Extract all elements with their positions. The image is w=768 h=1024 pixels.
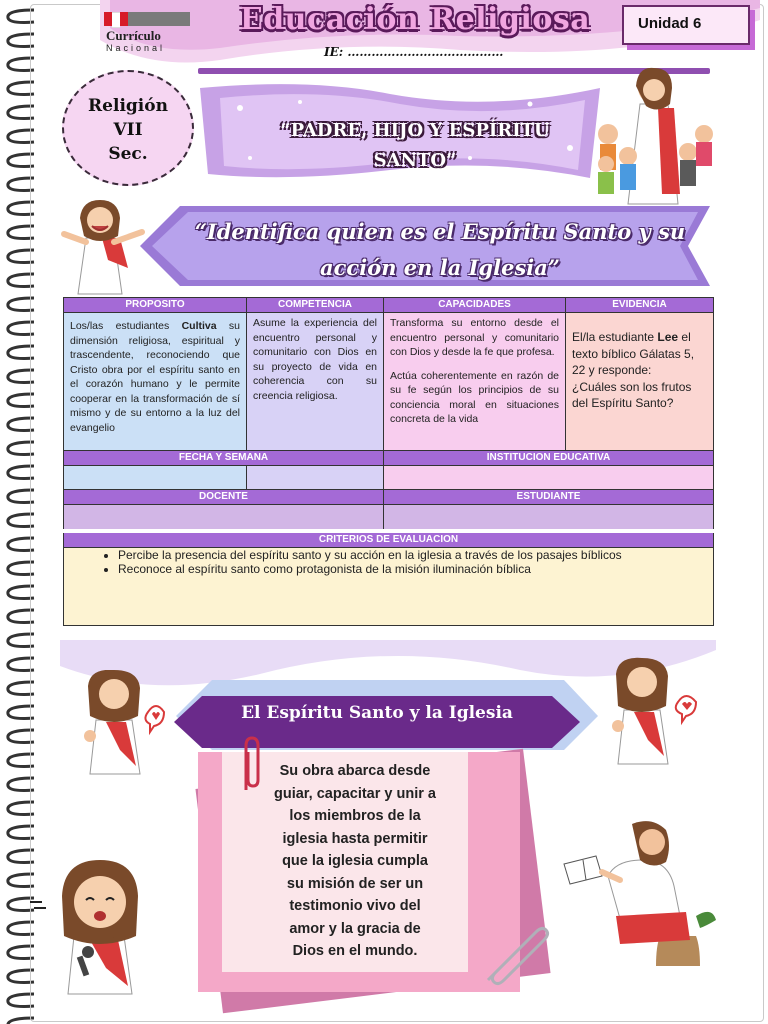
cell-capacidades xyxy=(384,313,566,451)
institucion-field[interactable] xyxy=(384,466,714,490)
note-text: Su obra abarca desde guiar, capacitar y unir a los miembros de la iglesia hasta permitir que la iglesia cumpla su misión de ser un testimonio vivo del amor y la gracia de Dios en el mundo. xyxy=(274,763,436,959)
capacidad-1: Transforma su entorno desde el encuentro personal y comunitario con Dios y desde la fe que profesa. xyxy=(390,317,559,358)
jesus-with-children-illustration xyxy=(588,64,718,208)
header-capacidades: CAPACIDADES xyxy=(384,298,566,313)
section-title: El Espíritu Santo y la Iglesia xyxy=(241,703,513,723)
header-criterios: CRITERIOS DE EVALUACION xyxy=(64,531,714,548)
docente-field[interactable] xyxy=(64,505,384,531)
jesus-thumbs-up-illustration xyxy=(76,670,168,776)
evidencia-text-b: el texto bíblico Gálatas 5, 22 y responde: xyxy=(572,330,695,377)
logo-title: Currículo xyxy=(106,28,161,43)
course-subject: Religión xyxy=(88,96,168,116)
session-title: “Identifica quien es el Espíritu Santo y su acción en la Iglesia” xyxy=(194,219,686,280)
theme-title: “PADRE, HIJO Y ESPÍRITU SANTO” xyxy=(280,120,550,171)
cell-competencia xyxy=(247,313,384,451)
unit-badge xyxy=(622,5,750,45)
capacidad-2: Actúa coherentemente en razón de su fe según los principios de su conciencia moral en situaciones concreta de la vida xyxy=(390,369,559,425)
heart-speech-icon xyxy=(145,706,164,732)
cell-proposito xyxy=(64,313,247,451)
proposito-text-b: su dimensión religiosa, espiritual y trascendente, reconociendo que Cristo obra por el espíritu santo en el corazón humano y le permite cooperar en la transformación de sí mismo y de su entorno a la luz del evangelio xyxy=(70,320,241,434)
competencia-text: Asume la experiencia del encuentro personal y comunitario con Dios en su proyecto de vida en coherencia con su creencia religiosa. xyxy=(253,317,377,402)
criterio-item: • Reconoce al espíritu santo como protagonista de la misión iluminación bíblica xyxy=(118,562,713,576)
header-institucion: INSTITUCION EDUCATIVA xyxy=(384,451,714,466)
criterio-item: • Percibe la presencia del espíritu santo y su acción en la iglesia a través de los pasajes bíblicos xyxy=(118,548,713,562)
course-cycle: VII xyxy=(113,120,143,140)
estudiante-field[interactable] xyxy=(384,505,714,531)
logo-subtitle: Nacional xyxy=(106,43,166,53)
proposito-text-a: Los/las estudiantes xyxy=(70,320,182,332)
semana-field[interactable] xyxy=(247,466,384,490)
curriculo-nacional-logo xyxy=(100,10,196,56)
planning-table xyxy=(63,297,714,626)
jesus-reading-bible-illustration xyxy=(556,816,724,982)
header-docente: DOCENTE xyxy=(64,490,384,505)
paper-clip-icon xyxy=(236,734,266,794)
proposito-verb: Cultiva xyxy=(181,320,217,332)
heart-speech-icon xyxy=(676,696,696,722)
header-estudiante: ESTUDIANTE xyxy=(384,490,714,505)
criterios-cell xyxy=(64,547,714,625)
evidencia-question: ¿Cuáles son los frutos del Espíritu Santo? xyxy=(572,379,692,410)
paper-clip-icon xyxy=(480,918,550,988)
cell-evidencia xyxy=(566,313,714,451)
criterios-list xyxy=(64,548,713,576)
evidencia-verb: Lee xyxy=(657,330,679,344)
fecha-field[interactable] xyxy=(64,466,247,490)
course-level: Sec. xyxy=(108,144,148,164)
course-badge xyxy=(62,70,194,186)
evidencia-text-a: El/la estudiante xyxy=(572,330,658,344)
jesus-singing-illustration xyxy=(28,856,168,996)
main-title: Educación Religiosa xyxy=(239,2,591,37)
jesus-waving-illustration xyxy=(58,198,150,298)
jesus-thumbs-up-illustration xyxy=(606,656,702,766)
peru-flag-logo xyxy=(104,12,190,26)
header-fecha: FECHA Y SEMANA xyxy=(64,451,384,466)
header-evidencia: EVIDENCIA xyxy=(566,298,714,313)
header-competencia: COMPETENCIA xyxy=(247,298,384,313)
unit-label: Unidad 6 xyxy=(638,15,702,32)
header-proposito: PROPOSITO xyxy=(64,298,247,313)
ie-field: IE: ………………………………… xyxy=(324,45,504,59)
